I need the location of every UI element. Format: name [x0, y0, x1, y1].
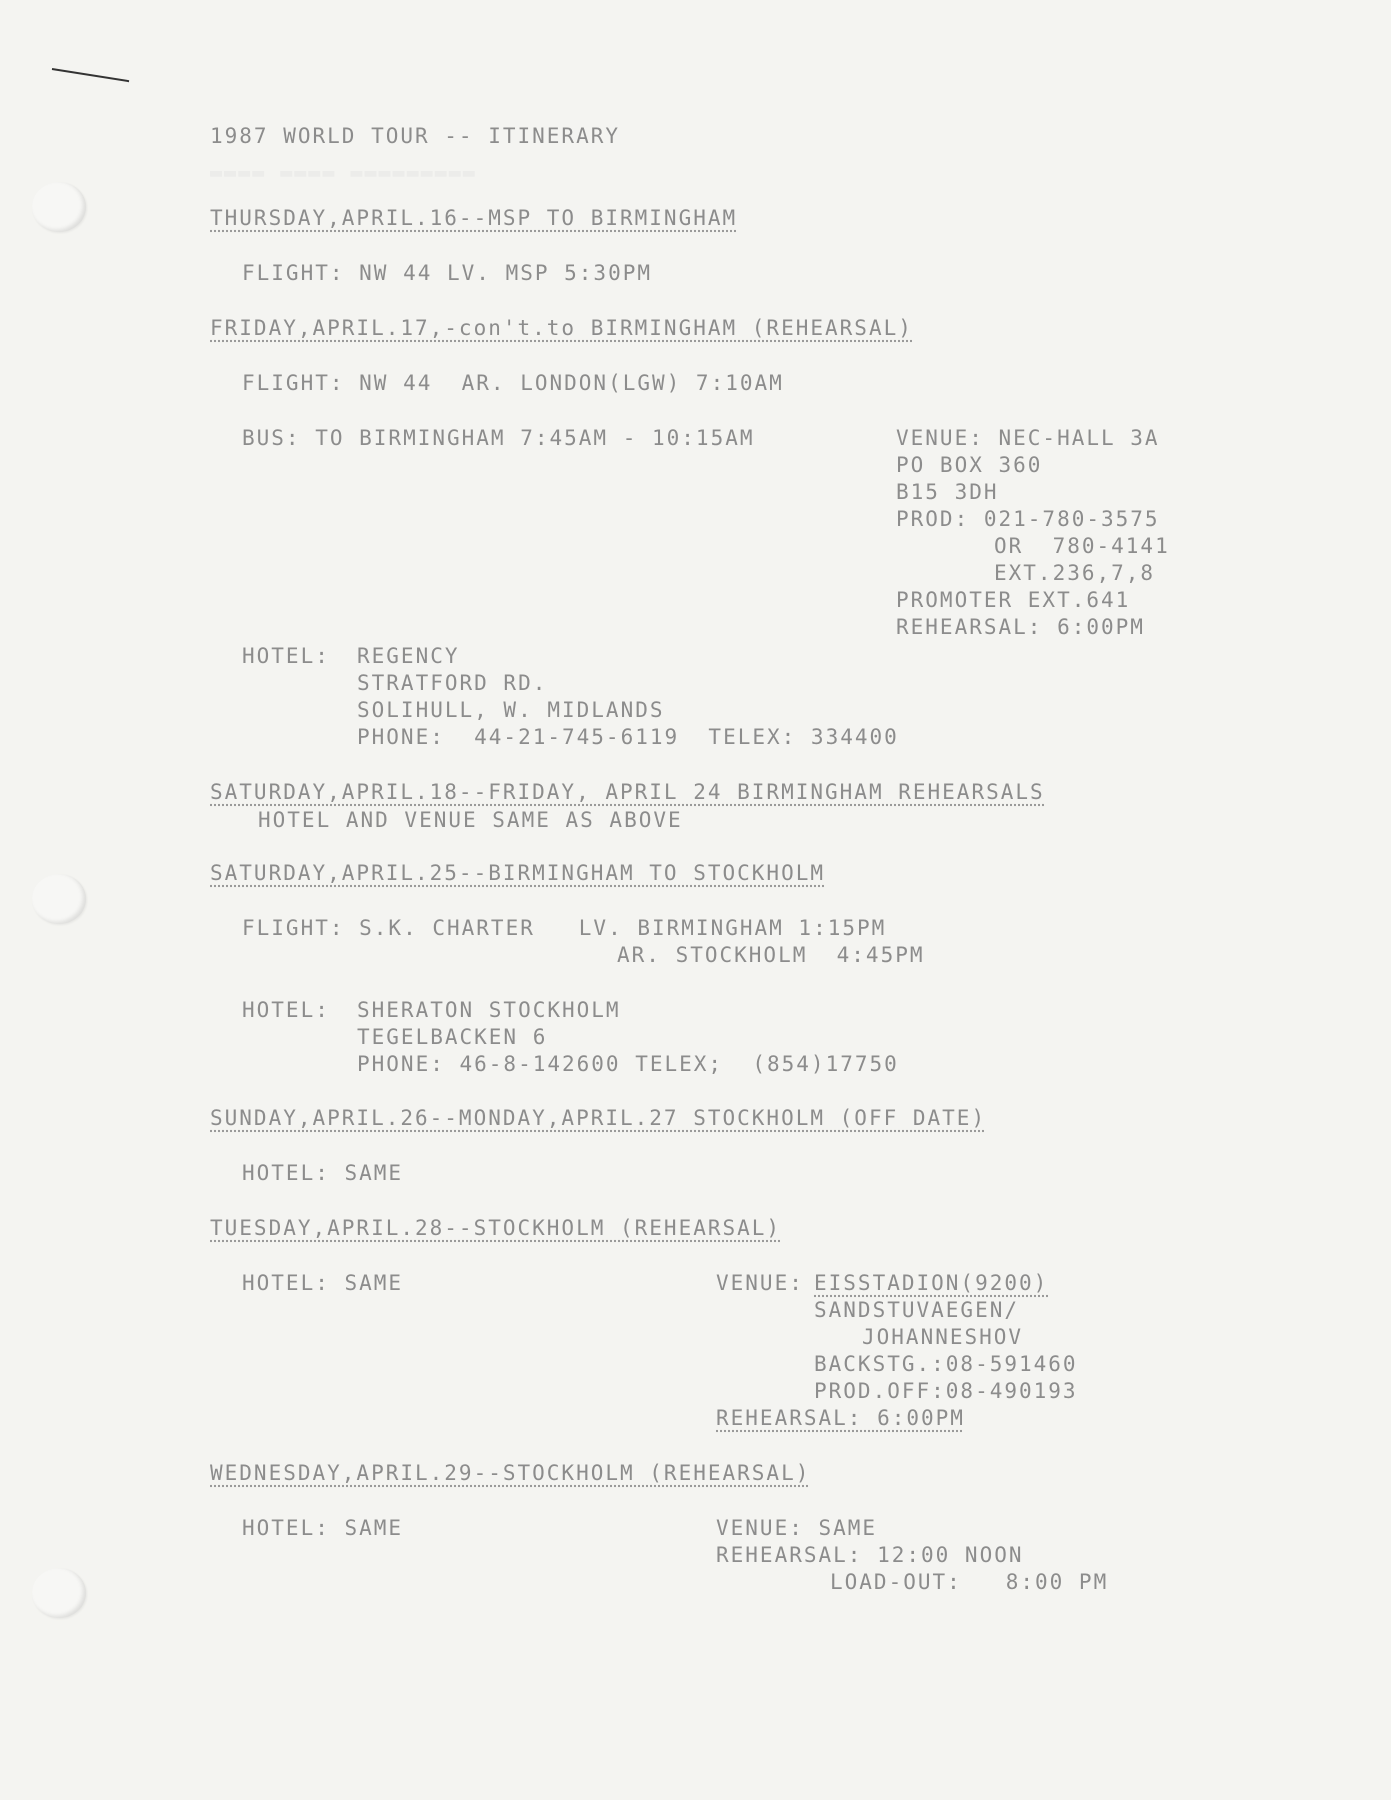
day-heading: SUNDAY,APRIL.26--MONDAY,APRIL.27 STOCKHOLM (OFF DATE)	[210, 1106, 987, 1130]
loadout-line: LOAD-OUT: 8:00 PM	[830, 1570, 1109, 1594]
day-note: HOTEL AND VENUE SAME AS ABOVE	[258, 808, 683, 832]
venue-line: JOHANNESHOV	[862, 1325, 1024, 1349]
hotel-line: HOTEL: SAME	[242, 1516, 404, 1540]
bus-line: BUS: TO BIRMINGHAM 7:45AM - 10:15AM	[242, 426, 755, 450]
venue-line: EXT.236,7,8	[994, 561, 1156, 585]
day-heading: WEDNESDAY,APRIL.29--STOCKHOLM (REHEARSAL)	[210, 1461, 811, 1485]
venue-line: B15 3DH	[896, 480, 999, 504]
hotel-label: HOTEL:	[242, 644, 330, 668]
venue-line: PROD.OFF:08-490193	[814, 1379, 1078, 1403]
venue-line: PO BOX 360	[896, 453, 1043, 477]
venue-line: OR 780-4141	[994, 534, 1170, 558]
day-heading: SATURDAY,APRIL.18--FRIDAY, APRIL 24 BIRMINGHAM REHEARSALS	[210, 780, 1045, 804]
flight-line: FLIGHT: S.K. CHARTER LV. BIRMINGHAM 1:15PM	[242, 916, 887, 940]
binder-hole-middle	[32, 874, 86, 924]
hotel-line: STRATFORD RD.	[357, 671, 548, 695]
hotel-label: HOTEL:	[242, 998, 330, 1022]
day-heading: FRIDAY,APRIL.17,-con't.to BIRMINGHAM (REHEARSAL)	[210, 316, 913, 340]
venue-line: REHEARSAL: 6:00PM	[896, 615, 1145, 639]
venue-line: PROD: 021-780-3575	[896, 507, 1160, 531]
hotel-line: PHONE: 44-21-745-6119 TELEX: 334400	[357, 725, 899, 749]
venue-line: VENUE: SAME	[716, 1516, 878, 1540]
show-through: ▬▬▬▬ ▬▬▬▬ ▬▬▬▬▬▬▬▬▬	[210, 160, 477, 184]
venue-line: PROMOTER EXT.641	[896, 588, 1131, 612]
venue-line: BACKSTG.:08-591460	[814, 1352, 1078, 1376]
binder-hole-top	[32, 182, 86, 232]
day-heading: SATURDAY,APRIL.25--BIRMINGHAM TO STOCKHOLM	[210, 861, 826, 885]
pen-mark	[52, 68, 129, 82]
hotel-line: HOTEL: SAME	[242, 1161, 404, 1185]
binder-hole-bottom	[32, 1568, 86, 1618]
venue-line: SANDSTUVAEGEN/	[814, 1298, 1020, 1322]
day-heading: TUESDAY,APRIL.28--STOCKHOLM (REHEARSAL)	[210, 1216, 782, 1240]
venue-name: EISSTADION(9200)	[814, 1271, 1049, 1295]
flight-line: FLIGHT: NW 44 LV. MSP 5:30PM	[242, 261, 653, 285]
document-title: 1987 WORLD TOUR -- ITINERARY	[210, 124, 621, 148]
hotel-line: SHERATON STOCKHOLM	[357, 998, 621, 1022]
hotel-line: SOLIHULL, W. MIDLANDS	[357, 698, 665, 722]
venue-line: VENUE: NEC-HALL 3A	[896, 426, 1160, 450]
hotel-line: REGENCY	[357, 644, 460, 668]
day-heading: THURSDAY,APRIL.16--MSP TO BIRMINGHAM	[210, 206, 738, 230]
hotel-line: TEGELBACKEN 6	[357, 1025, 548, 1049]
rehearsal-line: REHEARSAL: 6:00PM	[716, 1406, 965, 1430]
hotel-line: PHONE: 46-8-142600 TELEX; (854)17750	[357, 1052, 899, 1076]
venue-label: VENUE:	[716, 1271, 804, 1295]
flight-line: FLIGHT: NW 44 AR. LONDON(LGW) 7:10AM	[242, 371, 784, 395]
rehearsal-line: REHEARSAL: 12:00 NOON	[716, 1543, 1024, 1567]
hotel-line: HOTEL: SAME	[242, 1271, 404, 1295]
flight-line: AR. STOCKHOLM 4:45PM	[617, 943, 925, 967]
